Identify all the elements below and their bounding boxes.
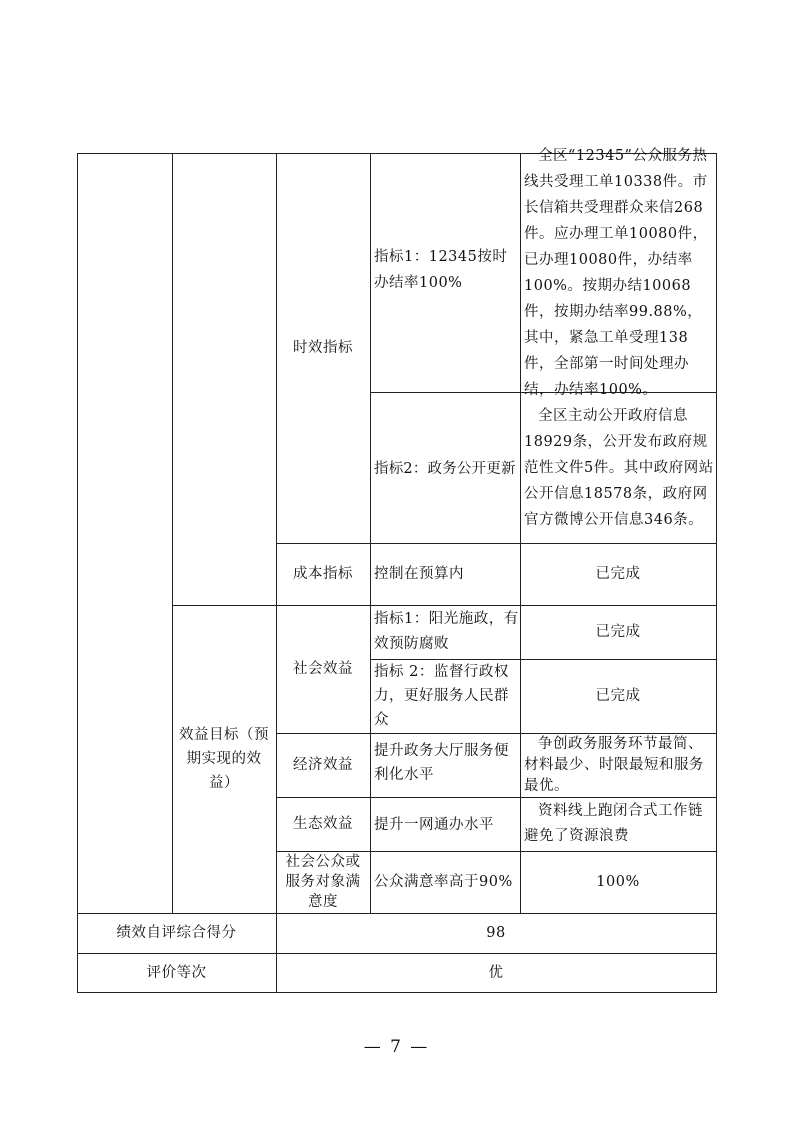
table-left-border bbox=[77, 153, 78, 992]
social-benefit-label: 社会效益 bbox=[293, 661, 353, 677]
timeliness-indicator2-result-text: 全区主动公开政府信息18929条，公开发布政府规范性文件5件。其中政府网站公开信息18578条，政府网官方微博公开信息346条。 bbox=[524, 407, 714, 528]
social-indicator2-result: 已完成 bbox=[595, 688, 641, 704]
page-number: — 7 — bbox=[363, 1037, 430, 1057]
timeliness-label: 时效指标 bbox=[293, 340, 353, 356]
benefit-label: 效益目标（预期实现的效益） bbox=[179, 727, 269, 791]
satisfaction-label: 社会公众或服务对象满意度 bbox=[285, 854, 361, 910]
social-indicator2-label: 指标 2：监督行政权力，更好服务人民群众 bbox=[374, 664, 509, 728]
timeliness-indicator1-result bbox=[524, 147, 714, 398]
satisfaction-result: 100% bbox=[596, 874, 640, 890]
cost-indicator: 控制在预算内 bbox=[374, 566, 464, 582]
ecological-result: 资料线上跑闭合式工作链避免了资源浪费 bbox=[524, 803, 703, 844]
score-label: 绩效自评综合得分 bbox=[116, 925, 237, 941]
table-bottom-border bbox=[77, 992, 717, 993]
score-value: 98 bbox=[486, 925, 506, 941]
economic-indicator: 提升政务大厅服务便利化水平 bbox=[374, 743, 509, 783]
grade-value: 优 bbox=[488, 964, 504, 981]
ecological-benefit-label: 生态效益 bbox=[293, 816, 353, 832]
col-divider-3 bbox=[370, 153, 371, 913]
timeliness-indicator2-result bbox=[524, 392, 714, 543]
cost-result: 已完成 bbox=[595, 566, 641, 582]
grade-label: 评价等次 bbox=[146, 964, 207, 981]
social-indicator1-result: 已完成 bbox=[595, 624, 641, 640]
timeliness-indicator1-label: 指标1：12345按时办结率100% bbox=[374, 249, 508, 291]
cost-label: 成本指标 bbox=[293, 566, 353, 582]
col-divider-4 bbox=[520, 153, 521, 913]
satisfaction-indicator: 公众满意率高于90% bbox=[374, 874, 513, 890]
economic-result: 争创政务服务环节最简、材料最少、时限最短和服务最优。 bbox=[524, 736, 704, 794]
col-divider-1 bbox=[172, 153, 173, 913]
timeliness-indicator2-label: 指标2：政务公开更新 bbox=[374, 461, 516, 477]
social-indicator1-label: 指标1：阳光施政，有效预防腐败 bbox=[374, 611, 519, 652]
table-right-border bbox=[716, 153, 717, 992]
economic-benefit-label: 经济效益 bbox=[293, 757, 353, 773]
timeliness-indicator1-result-text: 全区“12345”公众服务热线共受理工单10338件。市长信箱共受理群众来信268件。应办理工单10080件，已办理10080件，办结率100%。按期办结10068件，按期办结率99.88%，其中，紧急工单受理138件，全部第一时间处理办结，办结率100%。 bbox=[524, 147, 708, 398]
ecological-indicator: 提升一网通办水平 bbox=[374, 817, 494, 833]
